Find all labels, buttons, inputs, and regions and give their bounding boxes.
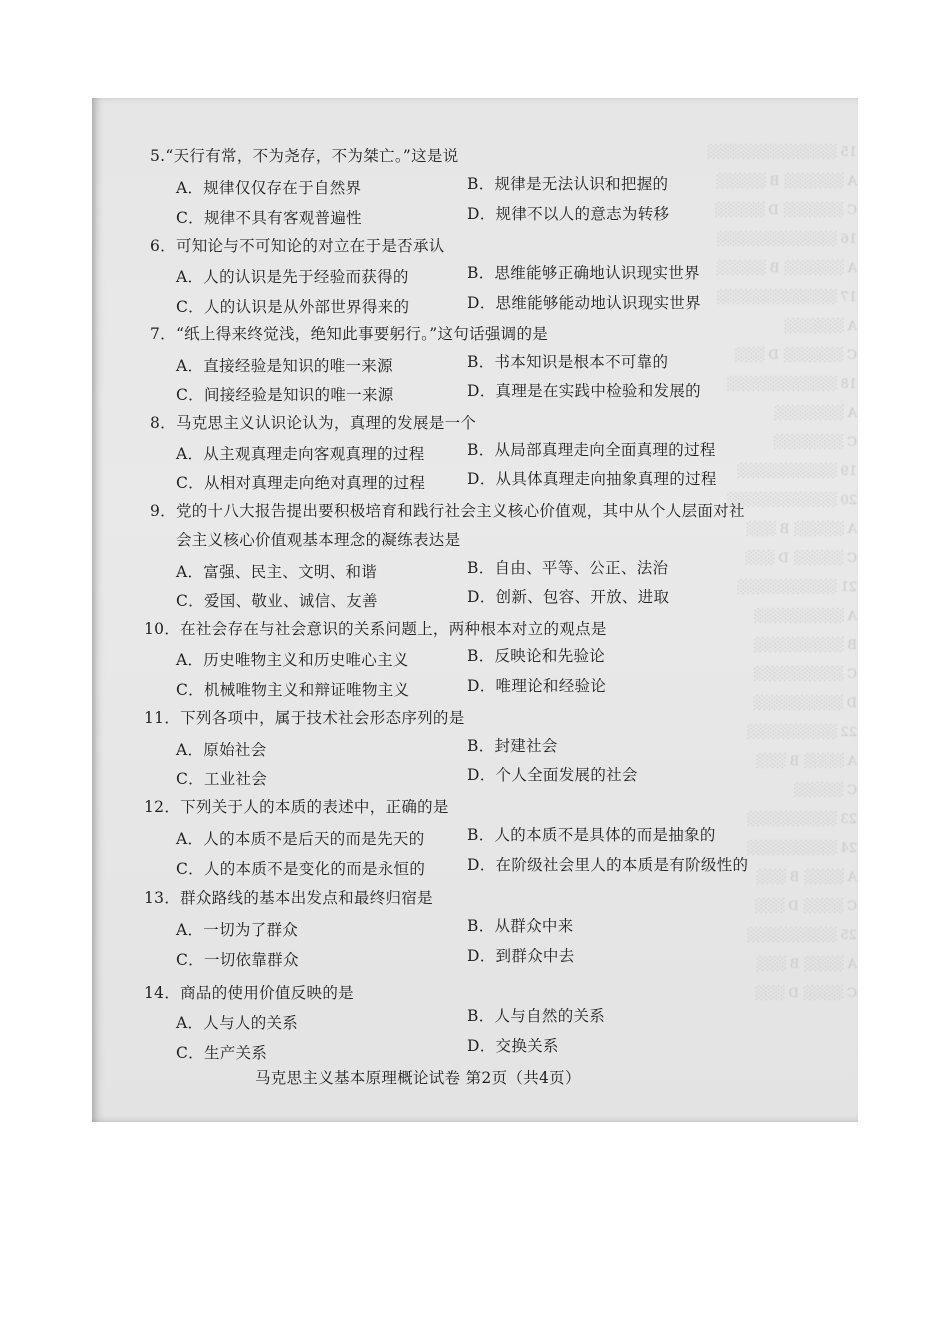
question-5-option-a: A．规律仅仅存在于自然界: [176, 179, 362, 197]
question-12-stem: 12．下列关于人的本质的表述中，正确的是: [144, 798, 449, 816]
question-12-option-b: B．人的本质不是具体的而是抽象的: [467, 826, 716, 844]
question-11-option-c: C．工业社会: [176, 770, 268, 788]
question-10-stem: 10．在社会存在与社会意识的关系问题上，两种根本对立的观点是: [144, 620, 607, 638]
question-13-option-d: D．到群众中去: [467, 947, 575, 965]
bleed-through-text: 15 ░░░░░░░░░░░░░ A ░░░░░░ B ░░░░░ C ░░░░░░ D ░░░░░ 16 ░░░░░░░░░░░░ A ░░░░░░ B ░░░░░ 17 ░░░░░░░░░░░░ A ░░░░░░ C ░░░░░░ D ░░░ 18 ░░░░░░░░░░░ A ░░░░░░░ C ░░░░░░░ 19 ░░░░░░░░░░ 20 ░░░░░░░░░░░ A ░░░░░ B ░░░ C ░░░░░ D ░░░ 21 ░░░░░░░░░░ A ░░░░░░░░░ B ░░░░░░░░░ C ░░░░░░░░░ D ░░░░░░░░░ 22 ░░░░░░░░░ A ░░░░ B ░░░ C ░░░░░ 23 ░░░░░░░░░ 24 ░░░░░░░░░ A ░░░░ B ░░░ C ░░░░ D ░░░ 25 ░░░░░░░░░ A ░░░░ B ░░░ C ░░░░ D ░░░: [706, 145, 857, 1001]
question-6-option-b: B．思维能够正确地认识现实世界: [467, 264, 700, 282]
question-6-option-a: A．人的认识是先于经验而获得的: [176, 268, 409, 286]
question-14-option-b: B．人与自然的关系: [467, 1007, 606, 1025]
question-13-option-a: A．一切为了群众: [176, 921, 299, 939]
question-12-option-a: A．人的本质不是后天的而是先天的: [176, 830, 425, 848]
question-5-option-b: B．规律是无法认识和把握的: [467, 175, 669, 193]
question-8-stem: 8．马克思主义认识论认为，真理的发展是一个: [150, 414, 477, 432]
question-10-option-a: A．历史唯物主义和历史唯心主义: [176, 651, 409, 669]
page-footer: 马克思主义基本原理概论试卷 第2页（共4页）: [255, 1069, 581, 1087]
question-14-option-c: C．生产关系: [176, 1044, 268, 1062]
question-5-option-d: D．规律不以人的意志为转移: [467, 205, 670, 223]
question-11-stem: 11．下列各项中，属于技术社会形态序列的是: [144, 709, 465, 727]
question-11-option-a: A．原始社会: [176, 741, 267, 759]
question-10-option-d: D．唯理论和经验论: [467, 677, 607, 695]
question-13-option-c: C．一切依靠群众: [176, 951, 299, 969]
question-7-option-a: A．直接经验是知识的唯一来源: [176, 357, 393, 375]
question-14-option-a: A．人与人的关系: [176, 1014, 299, 1032]
question-8-option-b: B．从局部真理走向全面真理的过程: [467, 441, 716, 459]
question-14-stem: 14．商品的使用价值反映的是: [144, 984, 354, 1002]
question-13-stem: 13．群众路线的基本出发点和最终归宿是: [144, 889, 433, 907]
question-5-stem: 5.“天行有常，不为尧存，不为桀亡。”这是说: [150, 147, 459, 165]
question-8-option-d: D．从具体真理走向抽象真理的过程: [467, 470, 717, 488]
question-8-option-c: C．从相对真理走向绝对真理的过程: [176, 474, 426, 492]
question-10-option-b: B．反映论和先验论: [467, 647, 606, 665]
question-11-option-d: D．个人全面发展的社会: [467, 766, 638, 784]
question-7-stem: 7．“纸上得来终觉浅，绝知此事要躬行。”这句话强调的是: [150, 325, 549, 343]
question-14-option-d: D．交换关系: [467, 1037, 559, 1055]
question-10-option-c: C．机械唯物主义和辩证唯物主义: [176, 681, 410, 699]
question-8-option-a: A．从主观真理走向客观真理的过程: [176, 445, 425, 463]
question-13-option-b: B．从群众中来: [467, 917, 574, 935]
question-6-stem: 6．可知论与不可知论的对立在于是否承认: [150, 237, 445, 255]
question-9-option-d: D．创新、包容、开放、进取: [467, 588, 670, 606]
question-12-option-c: C．人的本质不是变化的而是永恒的: [176, 860, 426, 878]
question-9-stem-continued: 会主义核心价值观基本理念的凝练表达是: [176, 531, 461, 549]
question-6-option-d: D．思维能够能动地认识现实世界: [467, 294, 701, 312]
question-6-option-c: C．人的认识是从外部世界得来的: [176, 298, 410, 316]
question-11-option-b: B．封建社会: [467, 737, 558, 755]
question-7-option-b: B．书本知识是根本不可靠的: [467, 353, 669, 371]
question-9-stem: 9．党的十八大报告提出要积极培育和践行社会主义核心价值观，其中从个人层面对社: [150, 502, 745, 520]
question-9-option-b: B．自由、平等、公正、法治: [467, 559, 669, 577]
question-5-option-c: C．规律不具有客观普遍性: [176, 209, 362, 227]
question-9-option-a: A．富强、民主、文明、和谐: [176, 563, 378, 581]
question-12-option-d: D．在阶级社会里人的本质是有阶级性的: [467, 856, 749, 874]
question-9-option-c: C．爱国、敬业、诚信、友善: [176, 592, 378, 610]
question-7-option-c: C．间接经验是知识的唯一来源: [176, 386, 394, 404]
question-7-option-d: D．真理是在实践中检验和发展的: [467, 382, 701, 400]
